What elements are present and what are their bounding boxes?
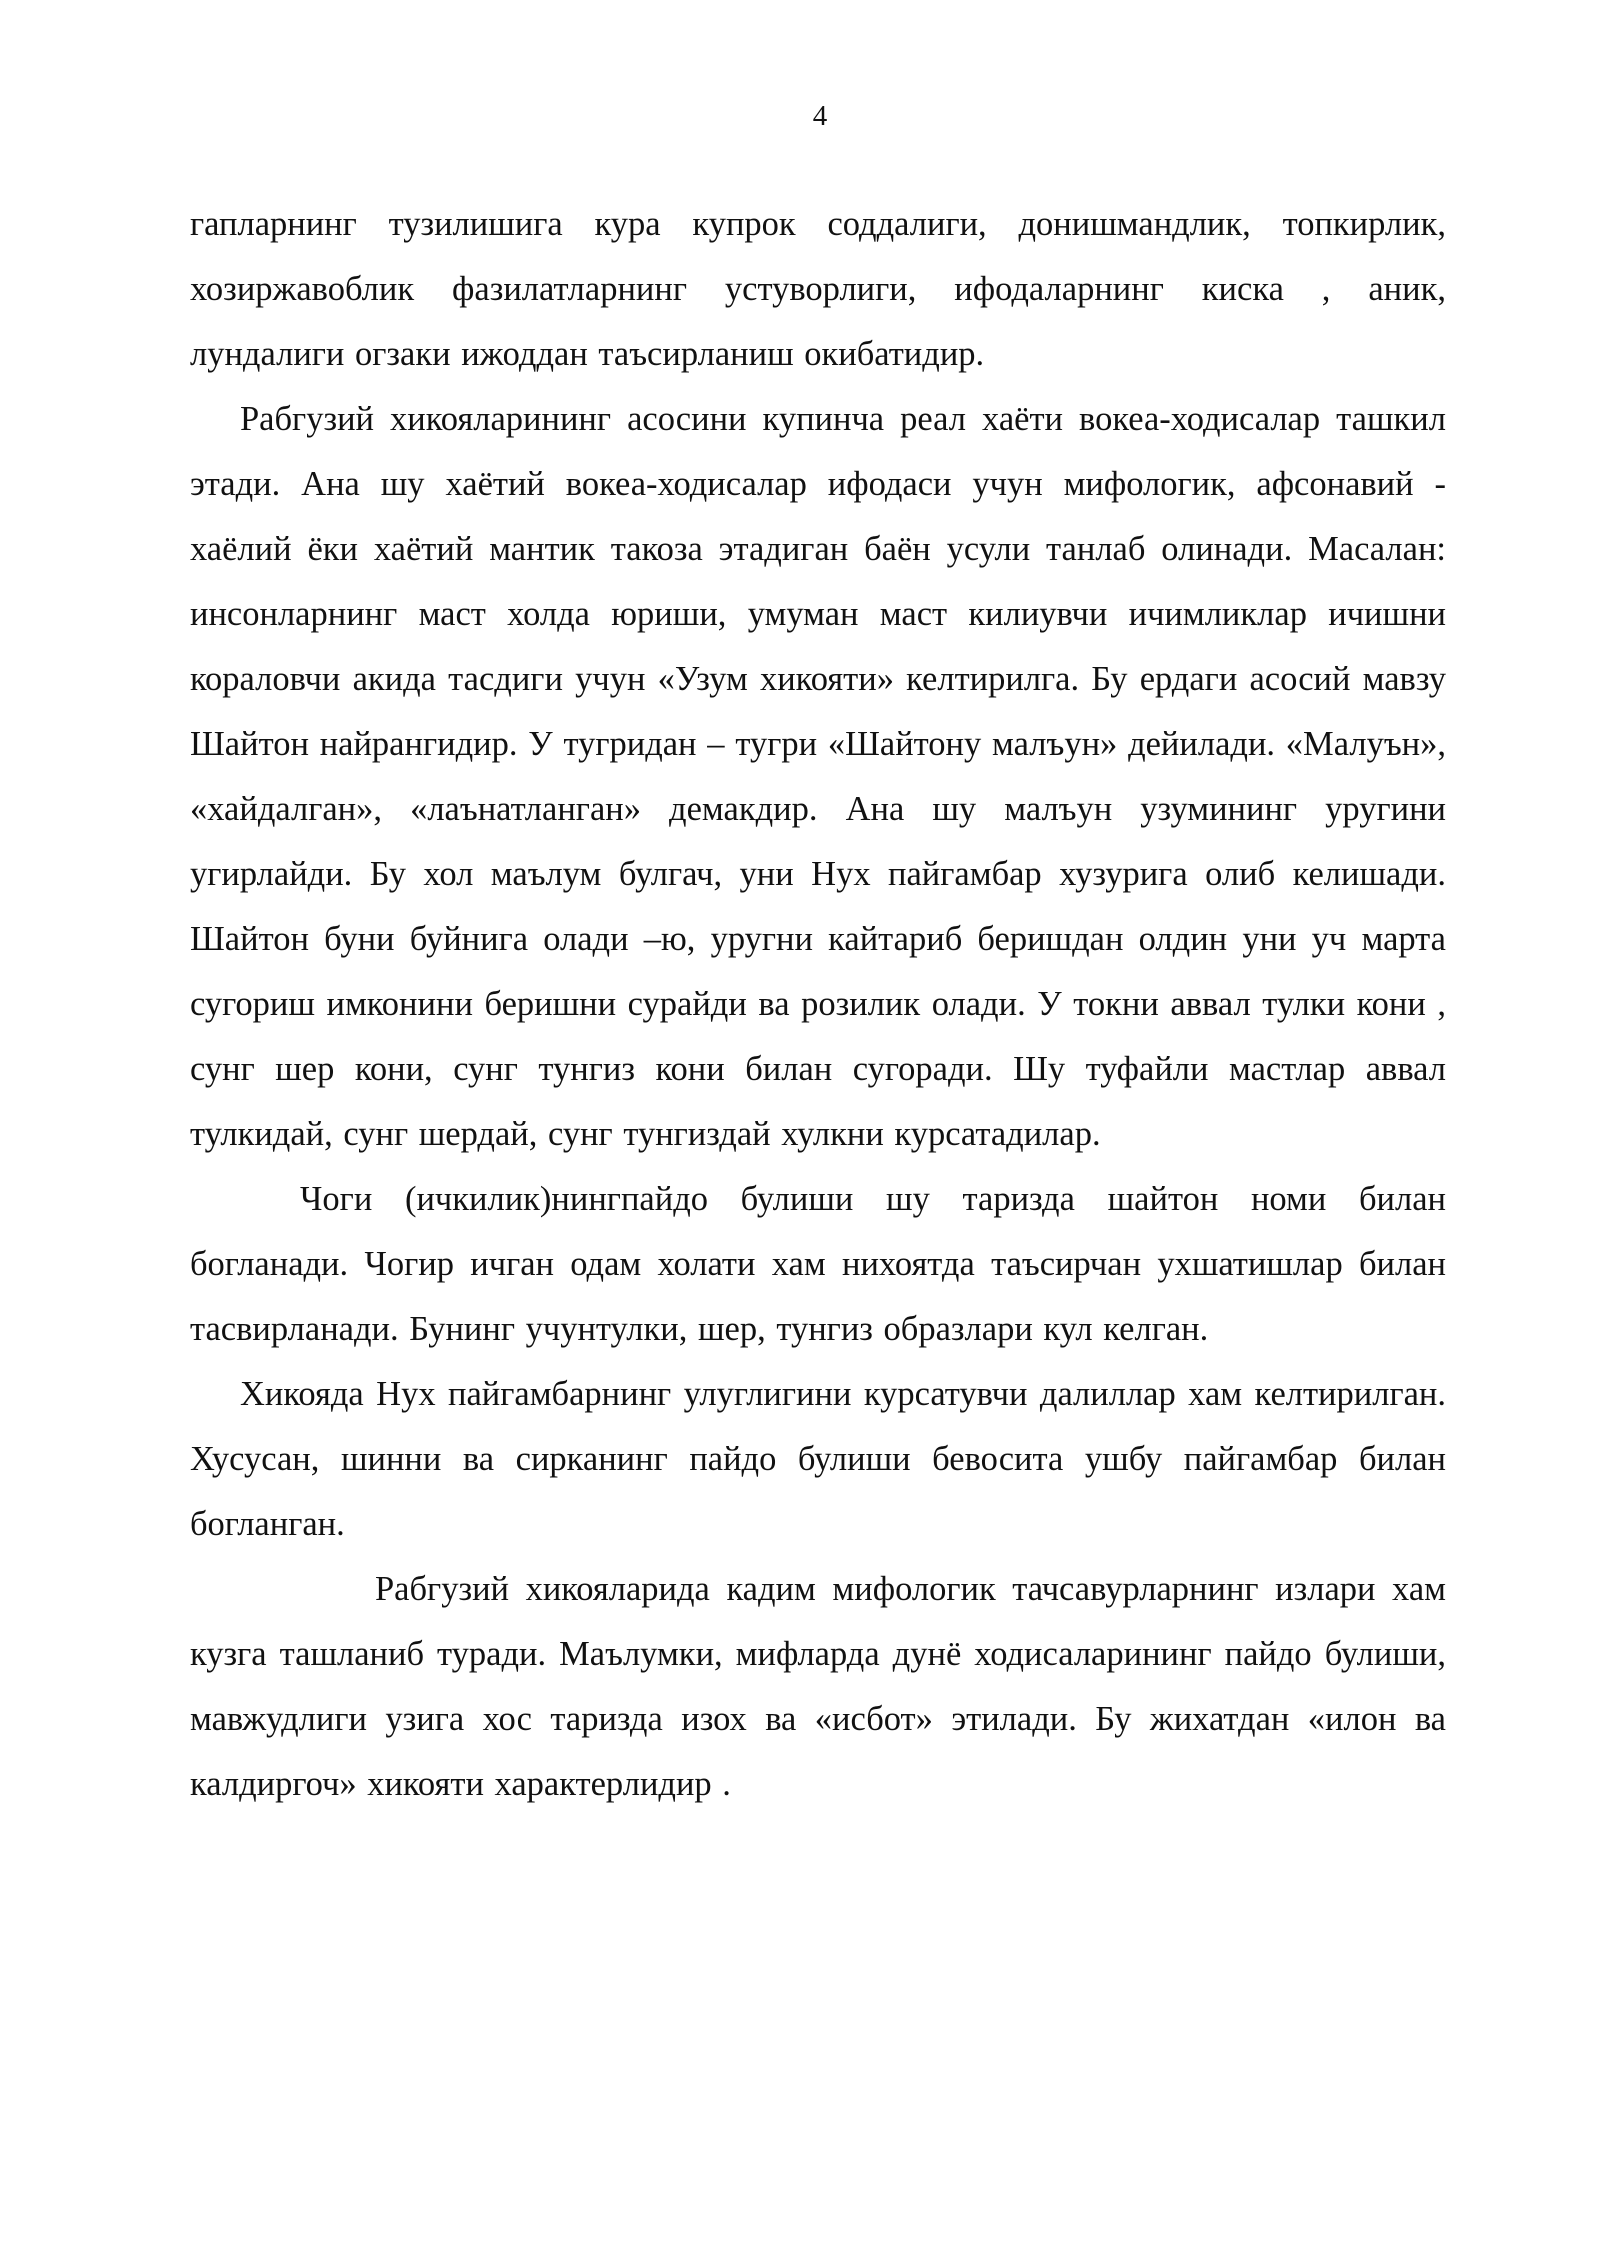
paragraph-3: Чоги (ичкилик)нингпайдо булиши шу таризда шайтон номи билан богланади. Чогир ичган одам холати хам нихоятда таъсирчан ухшатишлар билан тасвирланади. Бунинг учунтулки, шер, тунгиз образлари кул келган. xyxy=(190,1180,1446,1348)
paragraph-1: гапларнинг тузилишига кура купрок соддалиги, донишмандлик, топкирлик, хозиржавоблик фазилатларнинг устуворлиги, ифодаларнинг киска , аник, лундалиги огзаки ижоддан таъсирланиш окибатидир. xyxy=(190,205,1446,373)
paragraph-2: Рабгузий хикояларининг асосини купинча реал хаёти вокеа-ходисалар ташкил этади. Ана шу хаётий вокеа-ходисалар ифодаси учун мифологик, афсонавий - хаёлий ёки хаётий мантик такоза этадиган баён усули танлаб олинади. Масалан: инсонларнинг маст холда юриши, умуман маст килиувчи ичимликлар ичишни кораловчи акида тасдиги учун «Узум хикояти» келтирилга. Бу ердаги асосий мавзу Шайтон найрангидир. У тугридан – тугри «Шайтону малъун» дейилади. «Малуън», «хайдалган», «лаънатланган» демакдир. Ана шу малъун узумининг уругини угирлайди. Бу хол маълум булгач, уни Нух пайгамбар хузурига олиб келишади. Шайтон буни буйнига олади –ю, уругни кайтариб беришдан олдин уни уч марта сугориш имконини беришни сурайди ва розилик олади. У токни аввал тулки кони , сунг шер кони, сунг тунгиз кони билан сугоради. Шу туфайли мастлар аввал тулкидай, сунг шердай, сунг тунгиздай хулкни курсатадилар. xyxy=(190,400,1446,1153)
paragraph-4: Хикояда Нух пайгамбарнинг улуглигини курсатувчи далиллар хам келтирилган. Хусусан, шинни ва сирканинг пайдо булиши бевосита ушбу пайгамбар билан богланган. xyxy=(190,1375,1446,1543)
page-number: 4 xyxy=(812,100,828,132)
document-body xyxy=(190,192,1446,1817)
paragraph-5: Рабгузий хикояларида кадим мифологик тачсавурларнинг излари хам кузга ташланиб туради. Маълумки, мифларда дунё ходисаларининг пайдо булиши, мавжудлиги узига хос таризда изох ва «исбот» этилади. Бу жихатдан «илон ва калдиргоч» хикояти характерлидир . xyxy=(190,1570,1446,1803)
